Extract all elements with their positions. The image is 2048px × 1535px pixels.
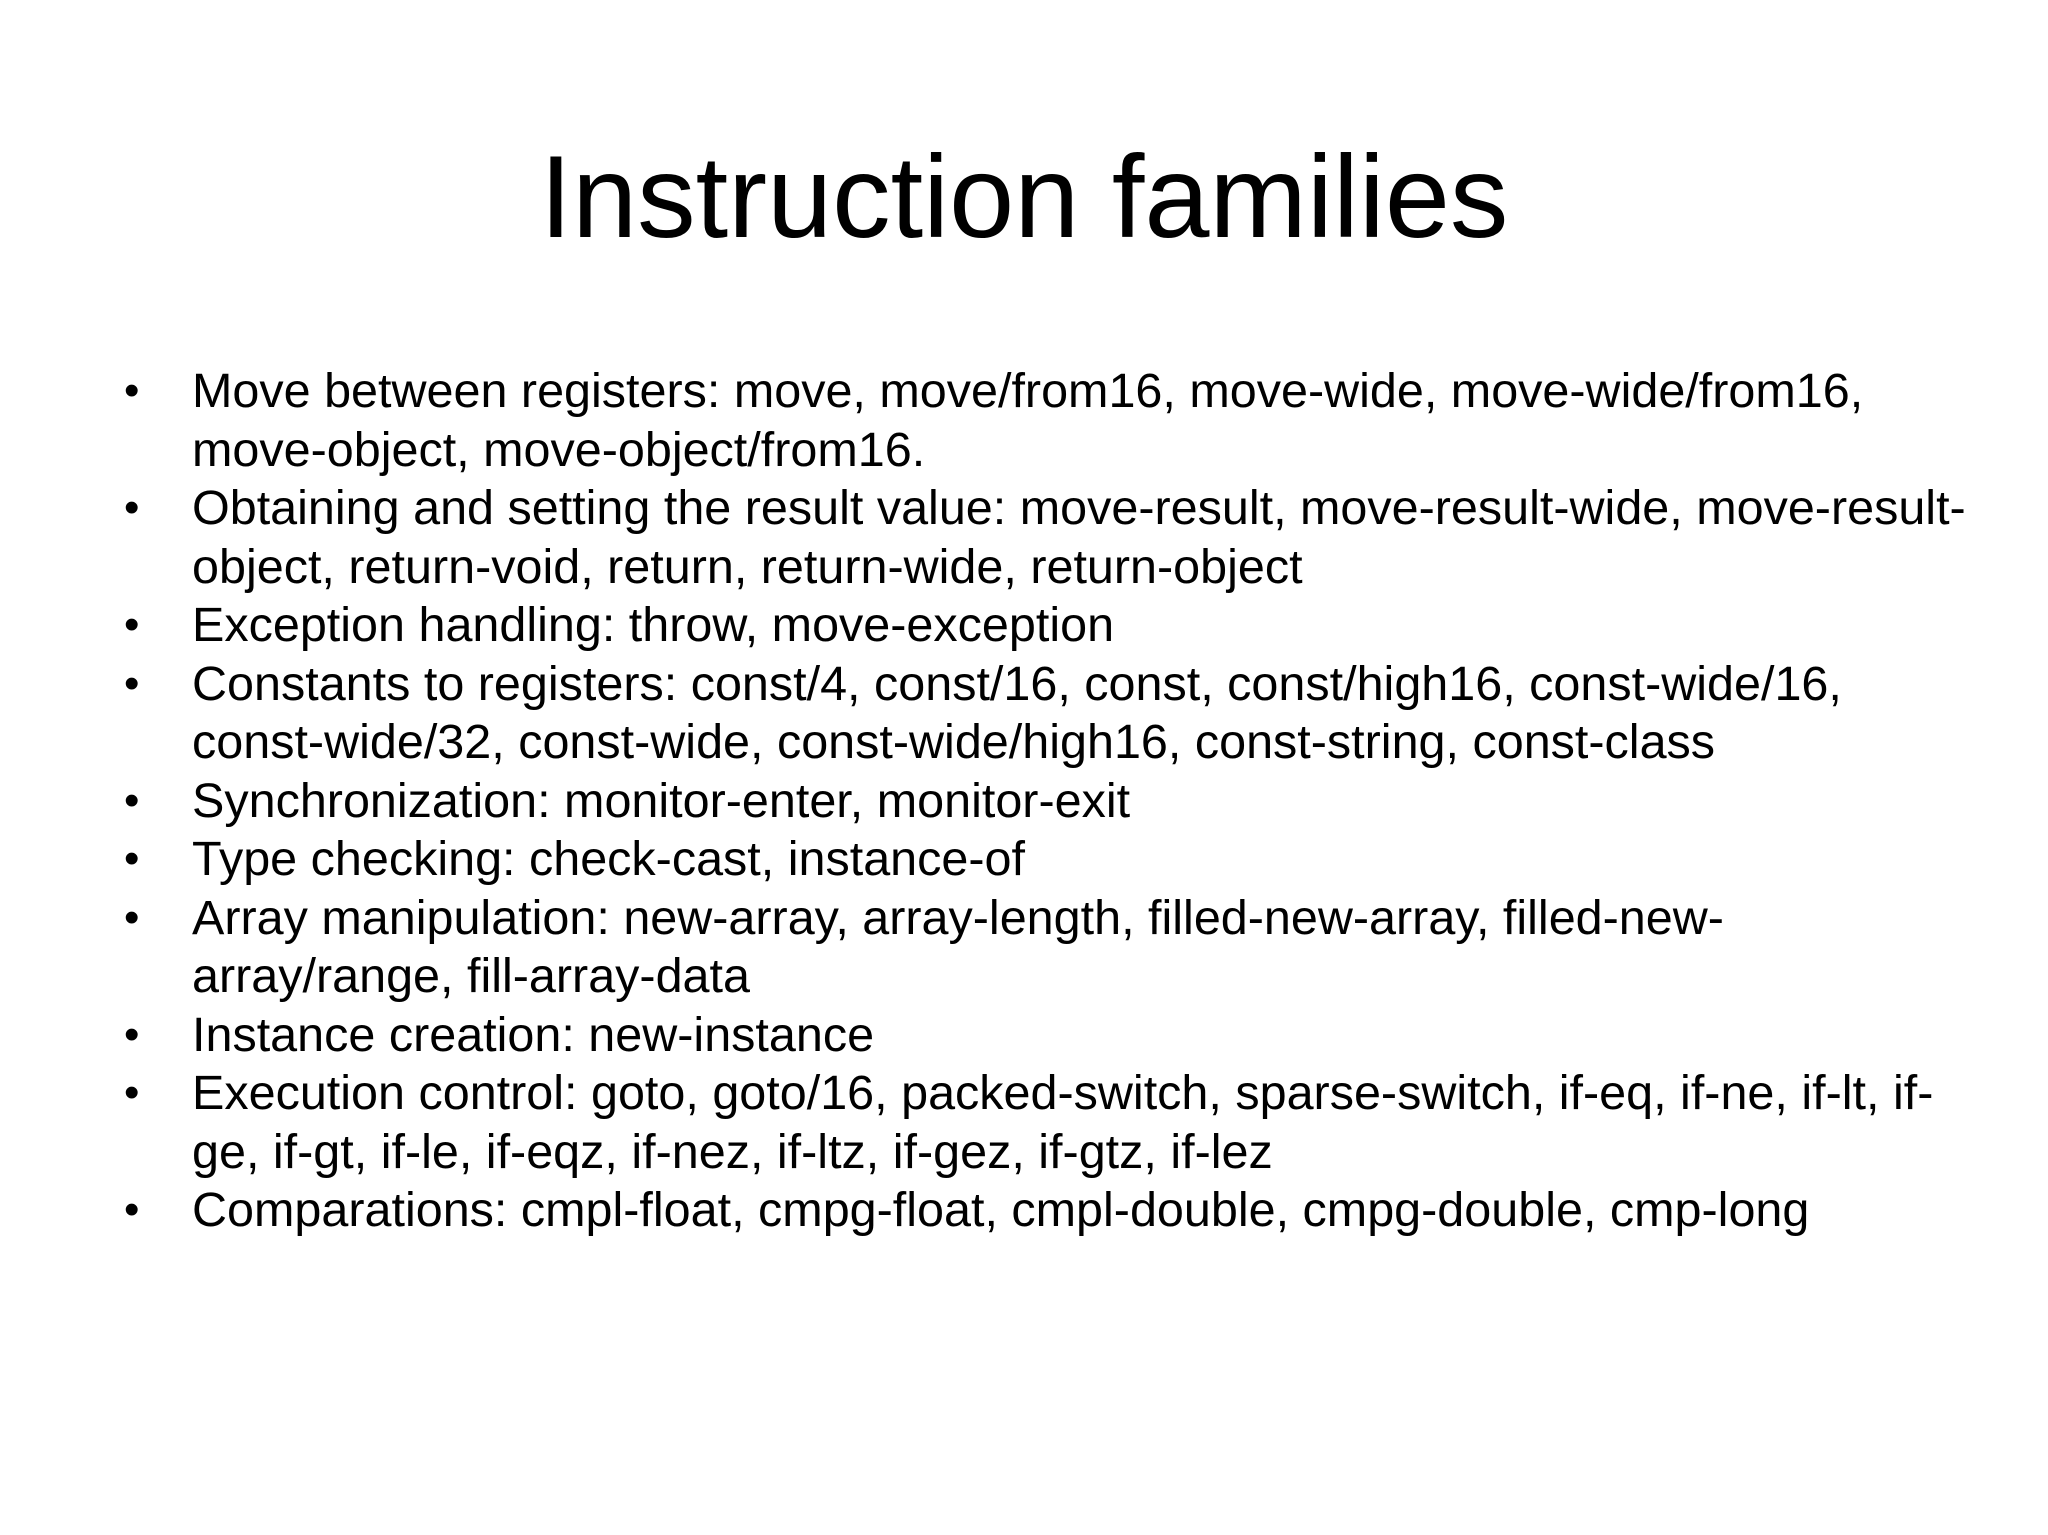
bullet-text: Type checking: check-cast, instance-of <box>192 832 1025 886</box>
bullet-item <box>124 596 1974 655</box>
bullet-dot: • <box>124 658 140 708</box>
bullet-text: Synchronization: monitor-enter, monitor-exit <box>192 773 1131 828</box>
bullet-dot: • <box>124 1009 140 1059</box>
slide-title: Instruction families <box>539 131 1509 262</box>
bullet-item <box>124 479 1974 596</box>
bullet-text: Constants to registers: const/4, const/16, const, const/high16, const-wide/16, const-wide/32, const-wide, const-wide/high16, const-string, const-class <box>192 656 1842 769</box>
bullet-item <box>124 1064 1974 1181</box>
bullet-list <box>124 362 1974 1240</box>
bullet-item <box>124 772 1974 831</box>
bullet-item <box>124 362 1974 479</box>
bullet-item <box>124 655 1974 772</box>
bullet-dot: • <box>124 892 140 942</box>
bullet-item <box>124 889 1974 1006</box>
bullet-dot: • <box>124 366 140 415</box>
bullet-dot: • <box>124 483 140 532</box>
bullet-item <box>124 1181 1974 1240</box>
bullet-text: Obtaining and setting the result value: move-result, move-result-wide, move-result-object, return-void, return, return-wide, return-object <box>192 481 1966 594</box>
bullet-dot: • <box>124 775 140 825</box>
bullet-dot: • <box>124 834 140 883</box>
bullet-text: Array manipulation: new-array, array-length, filled-new-array, filled-new-array/range, fill-array-data <box>192 890 1724 1003</box>
bullet-dot: • <box>124 1068 140 1117</box>
bullet-text: Instance creation: new-instance <box>192 1007 875 1062</box>
bullet-dot: • <box>124 1185 140 1234</box>
bullet-text: Move between registers: move, move/from16, move-wide, move-wide/from16, move-object, move-object/from16. <box>192 364 1864 477</box>
bullet-text: Comparations: cmpl-float, cmpg-float, cmpl-double, cmpg-double, cmp-long <box>192 1183 1810 1237</box>
bullet-item <box>124 1006 1974 1065</box>
bullet-text: Exception handling: throw, move-exception <box>192 598 1115 652</box>
bullet-dot: • <box>124 600 140 649</box>
bullet-item <box>124 830 1974 889</box>
bullet-text: Execution control: goto, goto/16, packed-switch, sparse-switch, if-eq, if-ne, if-lt, if-ge, if-gt, if-le, if-eqz, if-nez, if-ltz, if-gez, if-gtz, if-lez <box>192 1066 1934 1179</box>
